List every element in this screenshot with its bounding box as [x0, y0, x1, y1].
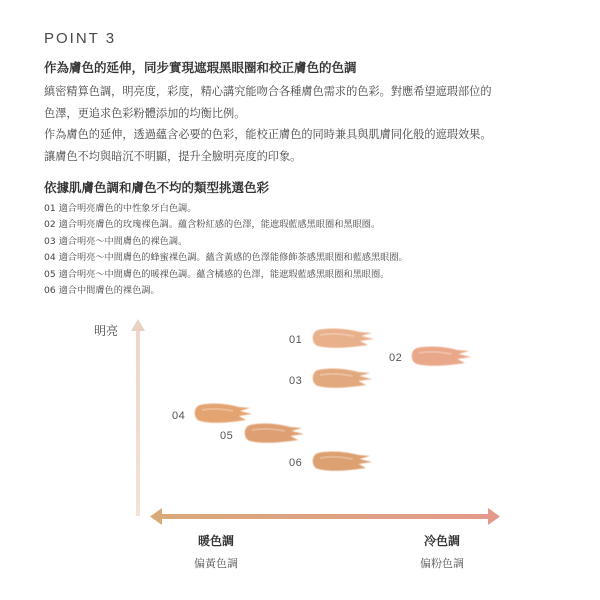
swatch-label-01: 01 — [289, 334, 303, 346]
body-line: 色澤，更追求色彩粉體添加的均衡比例。 — [44, 106, 246, 120]
point-title: POINT 3 — [44, 30, 117, 47]
shade-swatch-03 — [313, 369, 372, 388]
shade-swatch-05 — [245, 424, 304, 443]
swatch-label-06: 06 — [289, 457, 303, 469]
shade-list-item: 06 適合中間膚色的裸色調。 — [44, 285, 160, 297]
swatch-label-04: 04 — [172, 410, 186, 422]
swatch-layer — [195, 329, 471, 471]
horizontal-axis — [160, 514, 490, 519]
section-heading-2: 依據肌膚色調和膚色不均的類型挑選色彩 — [44, 180, 270, 195]
body-line: 作為膚色的延伸，透過蘊含必要的色彩，能校正膚色的同時兼具與肌膚同化般的遮瑕效果。 — [44, 128, 492, 141]
shade-swatch-02 — [412, 347, 471, 366]
cool-tone-label — [412, 532, 472, 571]
swatch-label-03: 03 — [289, 375, 303, 387]
shade-swatch-06 — [313, 452, 372, 471]
cool-tone-main: 冷色調 — [423, 534, 460, 548]
shade-list-item: 05 適合明亮～中間膚色的暖裸色調。蘊含橘感的色澤，能遮瑕藍感黑眼圈和黑眼圈。 — [44, 268, 390, 280]
right-arrowhead — [488, 508, 500, 525]
warm-tone-label — [186, 532, 246, 571]
vertical-axis — [136, 330, 140, 516]
shade-list-item: 04 適合明亮～中間膚色的蜂蜜裸色調。蘊含黃感的色澤能修飾茶感黑眼圈和藍感黑眼圈。 — [44, 252, 408, 264]
vertical-arrowhead — [131, 319, 145, 331]
warm-tone-sub: 偏黃色調 — [194, 557, 238, 570]
section-heading-1: 作為膚色的延伸，同步實現遮瑕黑眼圈和校正膚色的色調 — [44, 60, 357, 75]
cool-tone-sub: 偏粉色調 — [420, 557, 464, 570]
shade-list-item: 03 適合明亮～中間膚色的裸色調。 — [44, 235, 188, 247]
body-line: 縝密精算色調，明亮度，彩度，精心講究能吻合各種膚色需求的色彩。對應希望遮瑕部位的 — [44, 85, 492, 98]
warm-tone-main: 暖色調 — [197, 534, 234, 548]
body-line: 讓膚色不均與暗沉不明顯，提升全臉明亮度的印象。 — [44, 149, 302, 163]
swatch-label-05: 05 — [220, 430, 234, 442]
y-axis-label: 明亮 — [94, 324, 119, 338]
shade-list-item: 01 適合明亮膚色的中性象牙白色調。 — [44, 203, 197, 214]
shade-swatch-01 — [313, 329, 374, 348]
left-arrowhead — [150, 508, 162, 525]
swatch-label-02: 02 — [389, 352, 403, 364]
shade-swatch-04 — [195, 404, 252, 423]
shade-list-item: 02 適合明亮膚色的玫瑰裸色調。蘊含粉紅感的色澤，能遮瑕藍感黑眼圈和黑眼圈。 — [44, 219, 381, 231]
